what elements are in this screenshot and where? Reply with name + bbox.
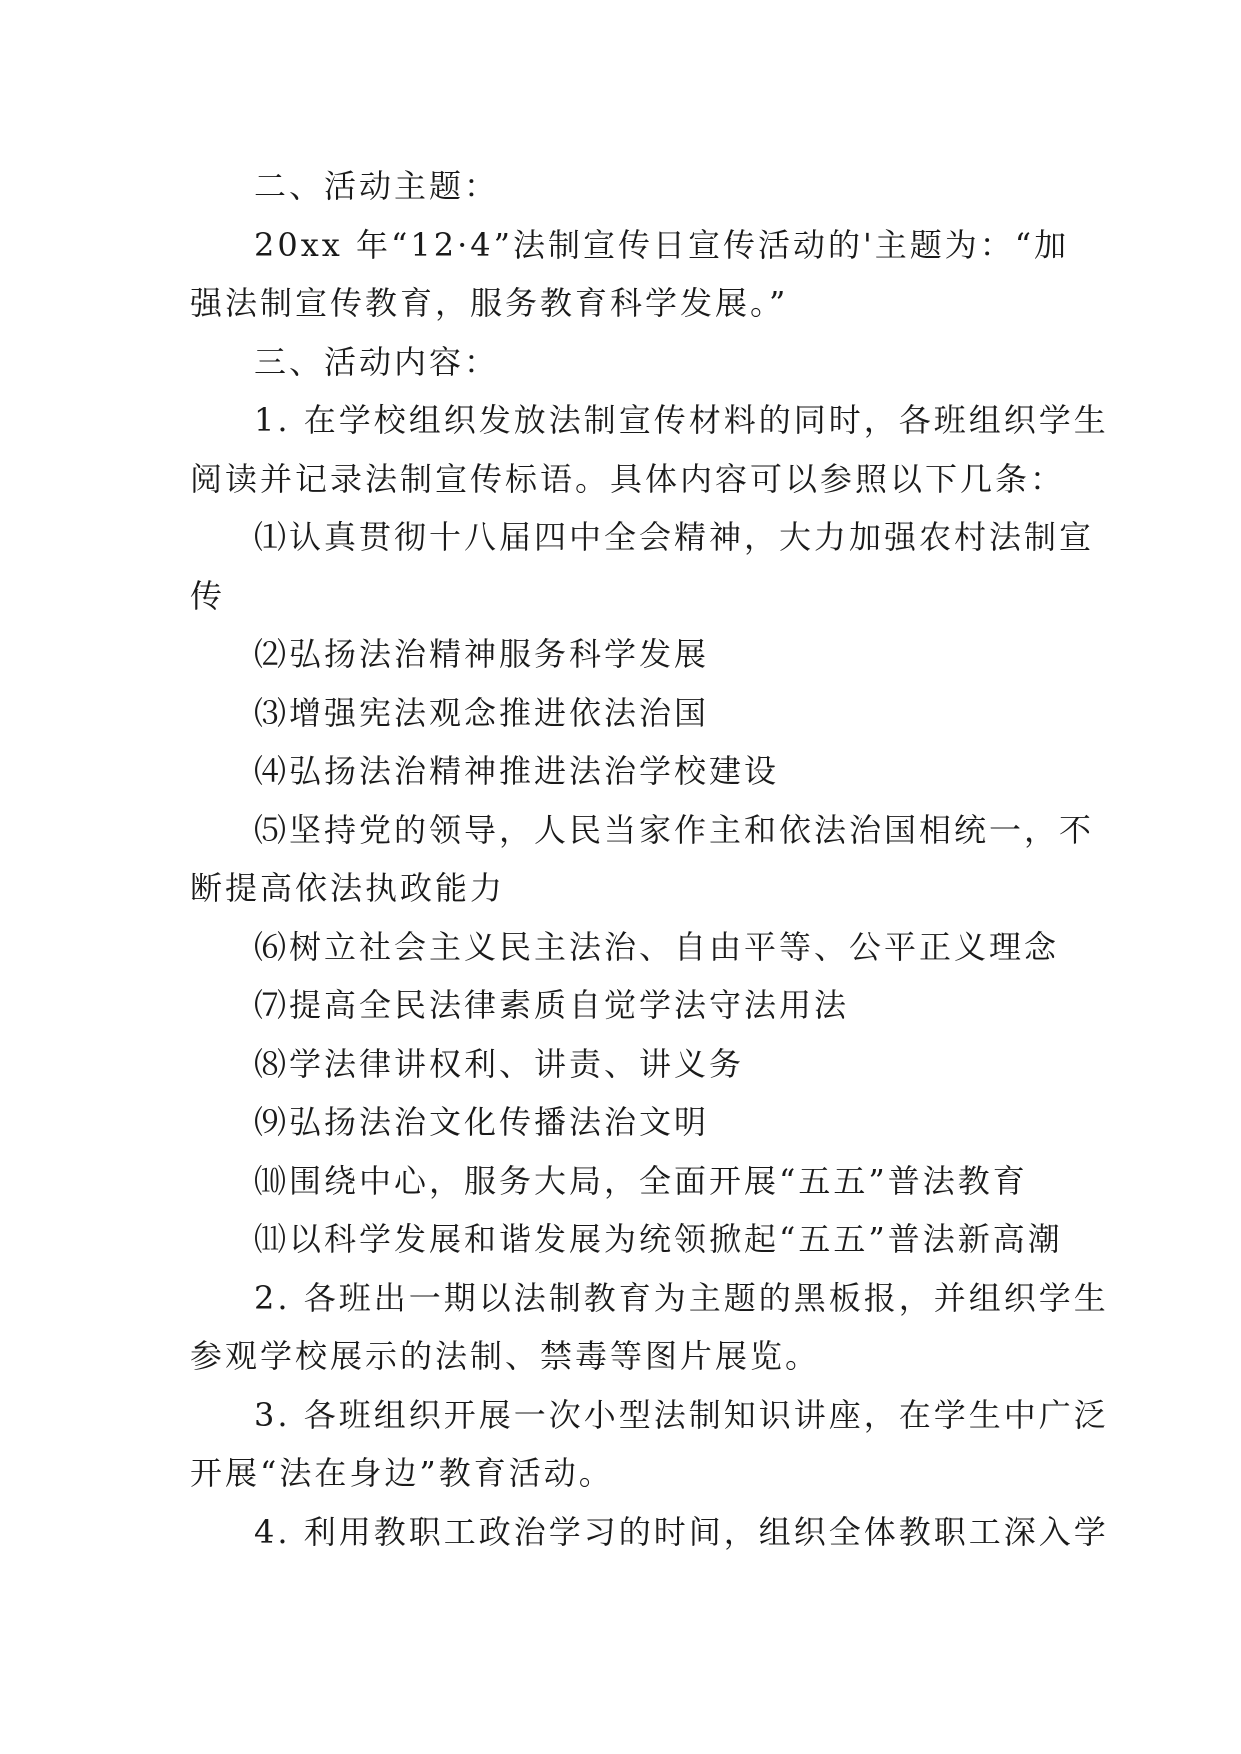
text-line: 二、活动主题： — [254, 167, 500, 205]
text-line: 2. 各班出一期以法制教育为主题的黑板报，并组织学生 — [254, 1278, 1109, 1317]
text-line: 参观学校展示的法制、禁毒等图片展览。 — [190, 1337, 821, 1375]
text-line: ⑴认真贯彻十八届四中全会精神，大力加强农村法制宣 — [254, 518, 1095, 556]
text-line: ⑸坚持党的领导，人民当家作主和依法治国相统一，不 — [254, 810, 1095, 849]
text-line: 阅读并记录法制宣传标语。具体内容可以参照以下几条： — [190, 459, 1066, 498]
text-line: 强法制宣传教育，服务教育科学发展。” — [190, 284, 789, 322]
text-line: 20xx 年“12·4”法制宣传日宣传活动的'主题为：“加 — [254, 225, 1070, 264]
text-line: ⑼弘扬法治文化传播法治文明 — [254, 1103, 710, 1141]
text-line: ⑺提高全民法律素质自觉学法守法用法 — [254, 986, 850, 1024]
text-line: ⑽围绕中心，服务大局，全面开展“五五”普法教育 — [254, 1161, 1028, 1200]
text-line: 4. 利用教职工政治学习的时间，组织全体教职工深入学 — [254, 1512, 1109, 1551]
text-line: 三、活动内容： — [254, 342, 500, 381]
text-line: ⑷弘扬法治精神推进法治学校建设 — [254, 752, 780, 790]
text-line: ⑾以科学发展和谐发展为统领掀起“五五”普法新高潮 — [254, 1220, 1063, 1258]
text-line: ⑻学法律讲权利、讲责、讲义务 — [254, 1044, 745, 1083]
text-line: ⑹树立社会主义民主法治、自由平等、公平正义理念 — [254, 927, 1060, 966]
text-line: ⑶增强宪法观念推进依法治国 — [254, 693, 710, 732]
text-line: 开展“法在身边”教育活动。 — [190, 1454, 614, 1492]
document-body — [190, 157, 1109, 1561]
text-line: 3. 各班组织开展一次小型法制知识讲座，在学生中广泛 — [254, 1395, 1109, 1434]
text-line: 断提高依法执政能力 — [190, 869, 506, 907]
text-line: 传 — [190, 576, 226, 615]
text-line: ⑵弘扬法治精神服务科学发展 — [254, 635, 710, 673]
text-line: 1. 在学校组织发放法制宣传材料的同时，各班组织学生 — [254, 401, 1109, 439]
